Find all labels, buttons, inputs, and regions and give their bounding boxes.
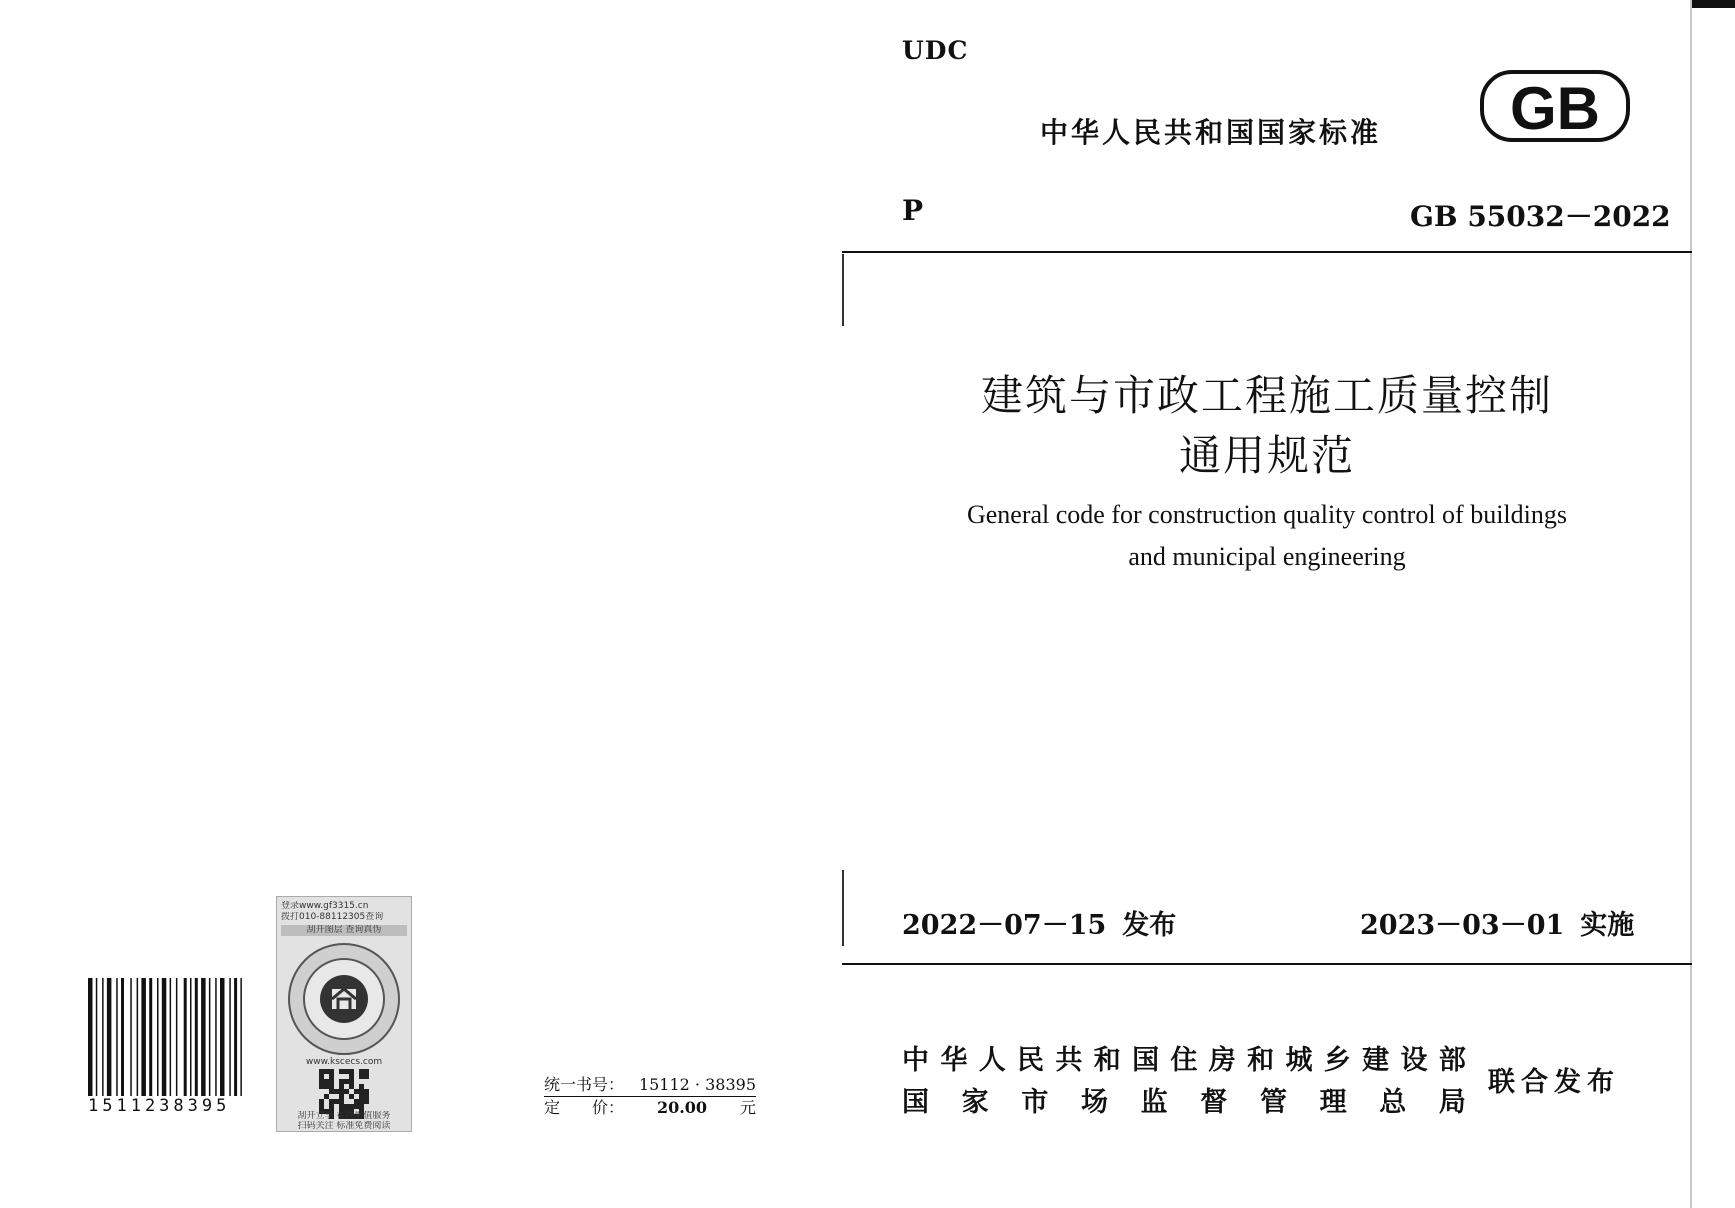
- qr-module: [349, 1104, 354, 1109]
- qr-module: [359, 1074, 364, 1079]
- qr-module: [324, 1094, 329, 1099]
- barcode-bar: [240, 978, 242, 1096]
- qr-module: [339, 1089, 344, 1094]
- scratch-panel: 刮开图层 查询真伪: [281, 925, 407, 936]
- qr-module: [319, 1099, 324, 1104]
- qr-module: [359, 1104, 364, 1109]
- corner-mark: [1692, 0, 1735, 8]
- issuer-char: 房: [1208, 1045, 1236, 1076]
- issuer-char: 国: [1132, 1045, 1160, 1076]
- issuer-char: 建: [1362, 1045, 1390, 1076]
- barcode-bar: [96, 978, 98, 1096]
- qr-module: [364, 1089, 369, 1094]
- qr-module: [329, 1099, 334, 1104]
- qr-module: [354, 1089, 359, 1094]
- barcode-bar: [162, 978, 167, 1096]
- sticker-line: 扫码关注 标准免费阅读: [297, 1121, 391, 1131]
- barcode-bar: [209, 978, 211, 1096]
- barcode-bar: [121, 978, 124, 1096]
- issuer-char: 理: [1319, 1087, 1347, 1118]
- issuer-char: 场: [1080, 1087, 1108, 1118]
- qr-module: [339, 1069, 344, 1074]
- issuer-char: 部: [1438, 1045, 1466, 1076]
- sticker-line: 拨打010-88112305查询: [281, 912, 384, 922]
- sticker-website: www.kscecs.com: [305, 1057, 383, 1067]
- title-chinese: [842, 366, 1692, 486]
- issuer-char: 华: [940, 1045, 968, 1076]
- issuer-char: 国: [902, 1087, 929, 1118]
- issuer-char: 总: [1379, 1087, 1407, 1118]
- issuer-char: 人: [978, 1045, 1006, 1076]
- qr-module: [359, 1084, 364, 1089]
- classification-code: P: [902, 194, 924, 227]
- qr-module: [329, 1079, 334, 1084]
- barcode-bar: [190, 978, 192, 1096]
- qr-module: [344, 1069, 349, 1074]
- qr-module: [349, 1094, 354, 1099]
- qr-module: [319, 1079, 324, 1084]
- barcode-digits: 1511238395: [88, 1096, 231, 1116]
- issue-date-value: 2022－07－15: [902, 910, 1107, 941]
- price-row: [544, 1097, 756, 1119]
- price-label: 定 价：: [544, 1098, 625, 1117]
- issuer-char: 民: [1017, 1045, 1045, 1076]
- barcode-bars: [88, 978, 274, 1096]
- implementation-date: [1360, 903, 1635, 942]
- issue-date: [902, 903, 1176, 942]
- catalog-number: 15112 · 38395: [638, 1075, 756, 1094]
- cover-edge: [1690, 0, 1692, 1208]
- qr-module: [329, 1089, 334, 1094]
- catalog-label: 统一书号：: [544, 1075, 625, 1094]
- issuer-char: 市: [1021, 1087, 1049, 1118]
- issuer-char: 中: [902, 1045, 929, 1076]
- qr-module: [319, 1084, 324, 1089]
- title-english: [842, 494, 1692, 578]
- qr-module: [329, 1084, 334, 1089]
- binding-mark: [842, 254, 844, 326]
- implementation-label: 实施: [1580, 910, 1635, 941]
- qr-module: [349, 1069, 354, 1074]
- barcode-bar: [201, 978, 206, 1096]
- title-cn-line: 通用规范: [1178, 431, 1355, 480]
- udc-label: UDC: [902, 36, 969, 65]
- barcode-bar: [137, 978, 139, 1096]
- standard-number: GB 55032－2022: [1410, 200, 1671, 233]
- qr-module: [324, 1079, 329, 1084]
- issuer-char: 督: [1200, 1087, 1228, 1118]
- issuer-char: 设: [1400, 1045, 1428, 1076]
- issuer-char: 城: [1285, 1045, 1313, 1076]
- title-en-line: General code for construction quality control of buildings: [966, 500, 1567, 529]
- qr-module: [344, 1104, 349, 1109]
- issuer-char: 乡: [1323, 1045, 1351, 1076]
- issuer-char: 家: [961, 1087, 989, 1118]
- qr-module: [349, 1074, 354, 1079]
- title-cn-line: 建筑与市政工程施工质量控制: [980, 371, 1553, 420]
- issuer-char: 和: [1247, 1045, 1275, 1076]
- qr-module: [359, 1089, 364, 1094]
- barcode-bar: [195, 978, 198, 1096]
- header-divider: [842, 251, 1692, 253]
- qr-module: [359, 1099, 364, 1104]
- catalog-info: [544, 1074, 756, 1119]
- barcode-bar: [215, 978, 217, 1096]
- qr-module: [339, 1084, 344, 1089]
- qr-module: [324, 1069, 329, 1074]
- qr-module: [354, 1099, 359, 1104]
- issuer-char: 局: [1438, 1087, 1466, 1118]
- qr-module: [329, 1074, 334, 1079]
- qr-module: [364, 1074, 369, 1079]
- qr-module: [334, 1089, 339, 1094]
- qr-module: [334, 1099, 339, 1104]
- issuer-line: [902, 1040, 1466, 1082]
- qr-module: [339, 1094, 344, 1099]
- qr-module: [364, 1099, 369, 1104]
- qr-module: [339, 1079, 344, 1084]
- sticker-line: 登录www.gf3315.cn: [281, 901, 369, 911]
- issuer-char: 共: [1055, 1045, 1083, 1076]
- qr-module: [359, 1094, 364, 1099]
- national-standard-title: 中华人民共和国国家标准: [1040, 116, 1382, 149]
- publisher-seal-icon: [286, 941, 402, 1057]
- barcode-bar: [116, 978, 118, 1096]
- barcode-bar: [107, 978, 112, 1096]
- issuer-line: [902, 1082, 1466, 1124]
- qr-module: [319, 1074, 324, 1079]
- issuing-authorities: [902, 1040, 1466, 1124]
- dates-divider: [842, 963, 1692, 965]
- barcode-bar: [184, 978, 187, 1096]
- catalog-number-row: [544, 1074, 756, 1097]
- qr-module: [354, 1104, 359, 1109]
- barcode-bar: [149, 978, 152, 1096]
- sticker-line: 刮开立享 在线增值服务: [297, 1111, 391, 1121]
- implementation-date-value: 2023－03－01: [1360, 910, 1565, 941]
- qr-module: [344, 1089, 349, 1094]
- qr-module: [364, 1069, 369, 1074]
- barcode-bar: [229, 978, 231, 1096]
- barcode-bar: [170, 978, 172, 1096]
- qr-module: [339, 1099, 344, 1104]
- barcode-bar: [130, 978, 132, 1096]
- issuer-char: 和: [1093, 1045, 1121, 1076]
- qr-module: [349, 1084, 354, 1089]
- barcode-bar: [88, 978, 93, 1096]
- qr-module: [359, 1069, 364, 1074]
- qr-module: [319, 1104, 324, 1109]
- issuer-char: 监: [1140, 1087, 1168, 1118]
- issue-label: 发布: [1122, 910, 1177, 941]
- qr-module: [349, 1079, 354, 1084]
- gb-logo-text: GB: [1510, 75, 1600, 142]
- barcode-bar: [157, 978, 159, 1096]
- issuer-char: 住: [1170, 1045, 1198, 1076]
- qr-module: [329, 1069, 334, 1074]
- price-unit: 元: [739, 1098, 756, 1117]
- anti-counterfeit-sticker: [276, 896, 412, 1132]
- joint-release-label: 联合发布: [1488, 1067, 1620, 1098]
- qr-module: [344, 1079, 349, 1084]
- barcode-bar: [102, 978, 104, 1096]
- gb-logo-icon: [1480, 68, 1630, 144]
- barcode-bar: [220, 978, 225, 1096]
- qr-module: [324, 1084, 329, 1089]
- isbn-barcode: [88, 978, 274, 1120]
- barcode-bar: [141, 978, 146, 1096]
- barcode-bar: [176, 978, 178, 1096]
- barcode-bar: [234, 978, 237, 1096]
- binding-mark: [842, 870, 844, 946]
- qr-module: [329, 1104, 334, 1109]
- qr-module: [319, 1069, 324, 1074]
- issuer-char: 管: [1259, 1087, 1287, 1118]
- qr-module: [339, 1104, 344, 1109]
- qr-module: [364, 1094, 369, 1099]
- price-value: 20.00: [656, 1098, 708, 1117]
- title-en-line: and municipal engineering: [1128, 542, 1406, 571]
